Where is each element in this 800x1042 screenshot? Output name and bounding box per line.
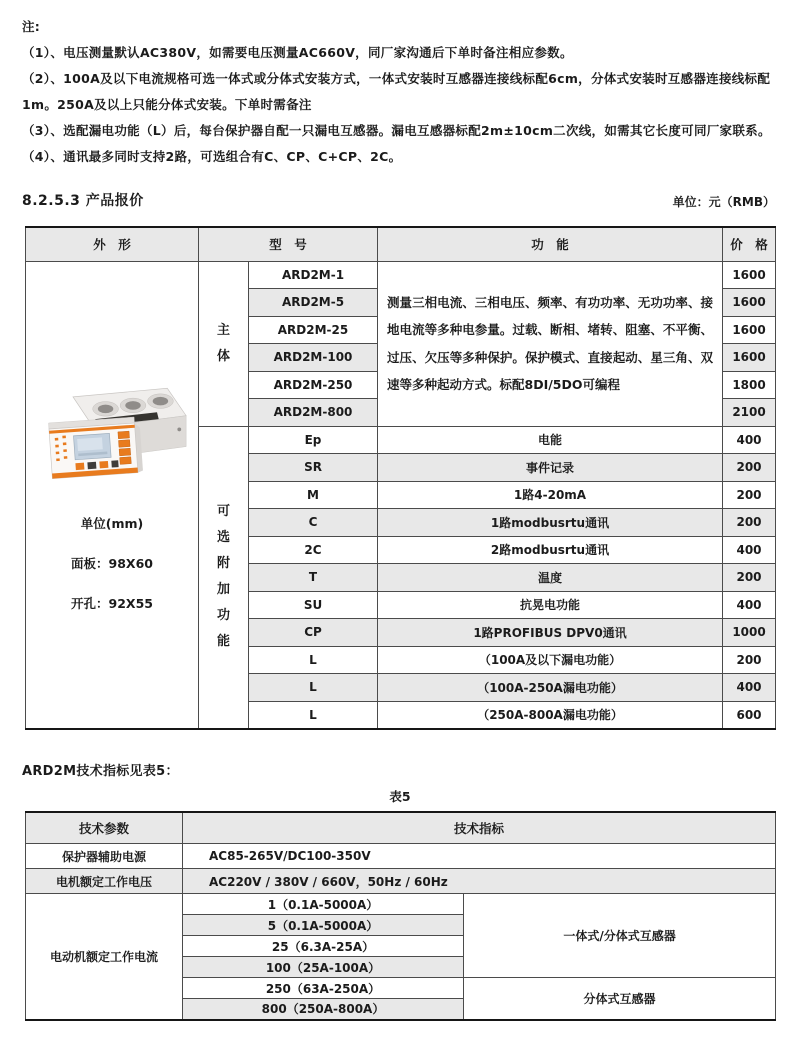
col-header-model: 型 号	[199, 227, 378, 261]
function-cell: 1路modbusrtu通讯	[378, 509, 723, 537]
price-cell: 200	[723, 509, 776, 537]
price-table-header-row	[26, 227, 776, 261]
price-cell: 1600	[723, 261, 776, 289]
price-cell: 1600	[723, 289, 776, 317]
function-cell: 温度	[378, 564, 723, 592]
device-image	[37, 371, 187, 490]
current-value-cell: 800（250A-800A）	[183, 999, 464, 1020]
price-cell: 1800	[723, 371, 776, 399]
col-header-function: 功 能	[378, 227, 723, 261]
motor-protector-photo	[37, 371, 187, 487]
main-group-label: 主体	[216, 322, 230, 364]
spec-table-header-row	[26, 812, 776, 844]
transformer-type-cell: 分体式互感器	[464, 978, 776, 1020]
notes-title: 注:	[22, 19, 41, 34]
unit-note: 单位：元（RMB）	[672, 195, 775, 209]
group-cell-optional	[199, 426, 249, 729]
device-front-panel	[49, 417, 144, 479]
price-cell: 1600	[723, 316, 776, 344]
function-cell: 电能	[378, 426, 723, 454]
function-cell: 事件记录	[378, 454, 723, 482]
price-cell: 200	[723, 481, 776, 509]
main-function-cell: 测量三相电流、三相电压、频率、有功功率、无功功率、接地电流等多种电参量。过载、断相、堵转、阻塞、不平衡、过压、欠压等多种保护。保护模式、直接起动、星三角、双速等多种起动方式。标配8DI/5DO可编程	[378, 261, 723, 426]
table-caption: 表5	[389, 788, 411, 804]
model-cell: L	[249, 701, 378, 729]
model-cell: L	[249, 674, 378, 702]
group-cell-main	[199, 261, 249, 426]
param-cell: 保护器辅助电源	[26, 844, 183, 869]
note-item-1: （1）、电压测量默认AC380V，如需要电压测量AC660V，同厂家沟通后下单时备注相应参数。	[22, 45, 573, 60]
price-cell: 400	[723, 591, 776, 619]
price-cell: 600	[723, 701, 776, 729]
model-cell: 2C	[249, 536, 378, 564]
section-head	[22, 190, 775, 210]
price-cell: 200	[723, 646, 776, 674]
optional-group-label: 可选附加功能	[216, 504, 230, 649]
transformer-type-cell: 一体式/分体式互感器	[464, 894, 776, 978]
note-item-4: （4）、通讯最多同时支持2路，可选组合有C、CP、C+CP、2C。	[22, 149, 402, 164]
function-cell: （100A-250A漏电功能）	[378, 674, 723, 702]
param-cell: 电机额定工作电压	[26, 869, 183, 894]
model-cell: Ep	[249, 426, 378, 454]
col-header-value: 技术指标	[183, 812, 776, 844]
function-cell: 抗晃电功能	[378, 591, 723, 619]
note-item-2: （2）、100A及以下电流规格可选一体式或分体式安装方式，一体式安装时互感器连接线标配6cm，分体式安装时互感器连接线标配1m。250A及以上只能分体式安装。下单时需备注	[22, 71, 771, 112]
model-cell: C	[249, 509, 378, 537]
function-cell: 1路4-20mA	[378, 481, 723, 509]
price-cell: 1000	[723, 619, 776, 647]
value-cell: AC220V / 380V / 660V，50Hz / 60Hz	[183, 869, 776, 894]
price-cell: 400	[723, 674, 776, 702]
table-row	[26, 844, 776, 869]
function-cell: 1路PROFIBUS DPV0通讯	[378, 619, 723, 647]
model-cell: ARD2M-1	[249, 261, 378, 289]
price-table	[25, 226, 776, 730]
value-cell: AC85-265V/DC100-350V	[183, 844, 776, 869]
price-cell: 400	[723, 536, 776, 564]
current-value-cell: 1（0.1A-5000A）	[183, 894, 464, 915]
table-row	[26, 894, 776, 915]
spec-table	[25, 811, 776, 1021]
cutout-size-label: 开孔：92X55	[71, 596, 153, 611]
function-cell: 2路modbusrtu通讯	[378, 536, 723, 564]
model-cell: CP	[249, 619, 378, 647]
model-cell: ARD2M-800	[249, 399, 378, 427]
col-header-price: 价 格	[723, 227, 776, 261]
current-value-cell: 100（25A-100A）	[183, 957, 464, 978]
param-cell-current: 电动机额定工作电流	[26, 894, 183, 1020]
section-title: 8.2.5.3 产品报价	[22, 193, 144, 209]
price-cell: 400	[723, 426, 776, 454]
note-item-3: （3）、选配漏电功能（L）后，每台保护器自配一只漏电互感器。漏电互感器标配2m±10cm二次线，如需其它长度可同厂家联系。	[22, 123, 771, 138]
price-cell: 200	[723, 454, 776, 482]
model-cell: T	[249, 564, 378, 592]
lcd-screen	[74, 433, 112, 459]
model-cell: SR	[249, 454, 378, 482]
function-cell: （100A及以下漏电功能）	[378, 646, 723, 674]
panel-size-label: 面板：98X60	[71, 556, 153, 571]
table-row	[26, 261, 776, 289]
model-cell: L	[249, 646, 378, 674]
col-header-param: 技术参数	[26, 812, 183, 844]
model-cell: M	[249, 481, 378, 509]
price-cell: 1600	[723, 344, 776, 372]
model-cell: ARD2M-25	[249, 316, 378, 344]
shape-cell	[26, 261, 199, 729]
price-cell: 200	[723, 564, 776, 592]
function-cell: （250A-800A漏电功能）	[378, 701, 723, 729]
spec-intro: ARD2M技术指标见表5：	[22, 763, 179, 779]
model-cell: SU	[249, 591, 378, 619]
model-cell: ARD2M-5	[249, 289, 378, 317]
unit-label: 单位(mm)	[80, 516, 144, 531]
shape-cell-content	[26, 365, 198, 624]
notes-block	[0, 0, 800, 170]
table-row	[26, 869, 776, 894]
current-value-cell: 25（6.3A-25A）	[183, 936, 464, 957]
model-cell: ARD2M-250	[249, 371, 378, 399]
current-value-cell: 250（63A-250A）	[183, 978, 464, 999]
price-cell: 2100	[723, 399, 776, 427]
model-cell: ARD2M-100	[249, 344, 378, 372]
col-header-shape: 外 形	[26, 227, 199, 261]
current-value-cell: 5（0.1A-5000A）	[183, 915, 464, 936]
